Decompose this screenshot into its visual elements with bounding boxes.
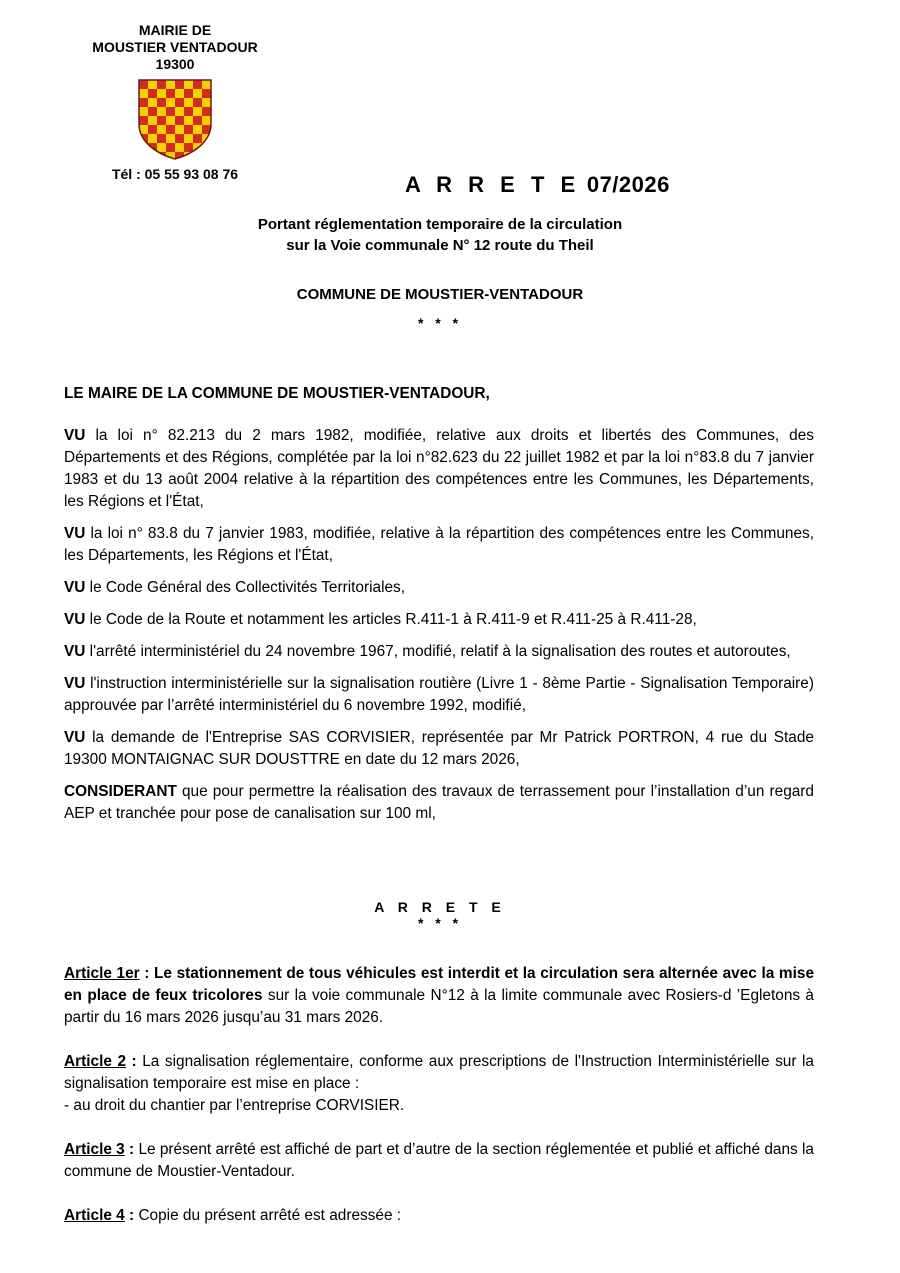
shield-check	[166, 98, 175, 107]
shield-check	[184, 143, 193, 152]
shield-check	[175, 134, 184, 143]
shield-check	[157, 98, 166, 107]
article-sep: :	[124, 1141, 139, 1158]
shield-check	[202, 152, 211, 160]
separator-stars: * * *	[417, 315, 463, 331]
shield-check	[193, 98, 202, 107]
shield-check	[184, 125, 193, 134]
consideration-prefix: CONSIDERANT	[64, 783, 177, 800]
shield-check	[139, 107, 148, 116]
article-line2: - au droit du chantier par l’entreprise CORVISIER.	[64, 1097, 405, 1114]
consideration-item	[64, 673, 814, 717]
shield-check	[202, 116, 211, 125]
shield-check	[157, 89, 166, 98]
shield-check	[193, 134, 202, 143]
consideration-item	[64, 577, 814, 599]
shield-check	[211, 143, 213, 152]
mairie-name-line2: MOUSTIER VENTADOUR	[92, 39, 258, 55]
title-word: A R R E T E	[405, 172, 581, 197]
maire-heading: LE MAIRE DE LA COMMUNE DE MOUSTIER-VENTADOUR,	[64, 385, 490, 402]
article-2	[64, 1051, 814, 1117]
shield-check	[211, 152, 213, 160]
shield-check	[139, 89, 148, 98]
consideration-prefix: VU	[64, 427, 86, 444]
consideration-text: l'instruction interministérielle sur la signalisation routière (Livre 1 - 8ème Partie - Signalisation Temporaire) approuvée par l’arrêté interministériel du 6 novembre 1992, modifié,	[64, 675, 814, 714]
document-subtitle	[220, 214, 660, 256]
shield-check	[193, 152, 202, 160]
consideration-item	[64, 781, 814, 825]
arrete-heading	[220, 899, 660, 931]
article-text: Copie du présent arrêté est adressée :	[138, 1207, 402, 1224]
consideration-item	[64, 425, 814, 513]
shield-check	[193, 125, 202, 134]
shield-check	[202, 98, 211, 107]
shield-check	[148, 125, 157, 134]
shield-check	[184, 80, 193, 89]
consideration-prefix: VU	[64, 525, 86, 542]
shield-check	[175, 143, 184, 152]
consideration-text: la demande de l'Entreprise SAS CORVISIER, représentée par Mr Patrick PORTRON, 4 rue du Stade 19300 MONTAIGNAC SUR DOUSTTRE en date du 12 mars 2026,	[64, 729, 814, 768]
article-text: La signalisation réglementaire, conforme aux prescriptions de l'Instruction Interministérielle sur la signalisation temporaire est mise en place :	[64, 1053, 814, 1092]
shield-check	[184, 89, 193, 98]
mairie-name-line1: MAIRIE DE	[138, 22, 212, 38]
considerations-list	[64, 425, 814, 825]
shield-check	[202, 107, 211, 116]
shield-check	[148, 116, 157, 125]
shield-check	[193, 116, 202, 125]
shield-check	[139, 116, 148, 125]
shield-check	[139, 98, 148, 107]
shield-check	[184, 134, 193, 143]
shield-check	[166, 134, 175, 143]
consideration-prefix: VU	[64, 675, 86, 692]
shield-check	[193, 89, 202, 98]
consideration-prefix: VU	[64, 579, 86, 596]
article-label: Article 3	[64, 1141, 125, 1158]
shield-check	[157, 80, 166, 89]
shield-check	[175, 125, 184, 134]
article-sep: :	[126, 1053, 143, 1070]
consideration-text: l'arrêté interministériel du 24 novembre 1967, modifié, relatif à la signalisation des routes et autoroutes,	[85, 643, 791, 660]
consideration-text: le Code de la Route et notamment les articles R.411-1 à R.411-9 et R.411-25 à R.411-28,	[85, 611, 697, 628]
title-number: 07/2026	[586, 172, 670, 197]
article-label: Article 1er	[64, 965, 140, 982]
consideration-prefix: VU	[64, 643, 86, 660]
shield-check	[184, 107, 193, 116]
phone-number: Tél : 05 55 93 08 76	[111, 166, 239, 182]
consideration-prefix: VU	[64, 729, 86, 746]
shield-check	[184, 98, 193, 107]
shield-check	[157, 143, 166, 152]
shield-check	[139, 152, 148, 160]
shield-check	[175, 107, 184, 116]
shield-check	[157, 116, 166, 125]
shield-check	[157, 125, 166, 134]
shield-check	[184, 116, 193, 125]
subtitle-line2: sur la Voie communale N° 12 route du Theil	[286, 237, 594, 254]
shield-check	[139, 80, 148, 89]
consideration-text: la loi n° 83.8 du 7 janvier 1983, modifiée, relative à la répartition des compétences entre les Communes, les Départements, les Régions et l'État,	[64, 525, 814, 564]
subtitle-line1: Portant réglementation temporaire de la circulation	[257, 216, 623, 233]
consideration-text: la loi n° 82.213 du 2 mars 1982, modifiée, relative aux droits et libertés des Communes, des Départements et des Régions, complétée par la loi n°82.623 du 22 juillet 1982 et par la loi n°83.8 du 7 janvier 1983 et du 13 août 2004 relative à la répartition des compétences entre les Communes, les Départements, les Régions et l'État,	[64, 427, 814, 510]
article-text: sur la voie communale N°12 à la limite communale avec Rosiers-d ’Egletons à partir du 16 mars 2026 jusqu’au 31 mars 2026.	[64, 987, 814, 1026]
shield-check	[175, 80, 184, 89]
letterhead	[60, 22, 290, 182]
shield-check	[148, 134, 157, 143]
shield-check	[166, 116, 175, 125]
shield-check	[175, 116, 184, 125]
document-body	[64, 383, 814, 835]
postal-code: 19300	[155, 56, 195, 72]
shield-check	[148, 152, 157, 160]
article-sep: :	[139, 965, 155, 982]
shield-check	[157, 134, 166, 143]
shield-check	[148, 98, 157, 107]
shield-check	[211, 134, 213, 143]
shield-check	[166, 80, 175, 89]
consideration-text: que pour permettre la réalisation des travaux de terrassement pour l’installation d’un regard AEP et tranchée pour pose de canalisation sur 100 ml,	[64, 783, 814, 822]
consideration-item	[64, 641, 814, 663]
shield-check	[148, 89, 157, 98]
article-3	[64, 1139, 814, 1183]
commune-heading: COMMUNE DE MOUSTIER-VENTADOUR	[296, 286, 584, 303]
shield-check	[193, 107, 202, 116]
consideration-prefix: VU	[64, 611, 86, 628]
shield-check	[175, 89, 184, 98]
article-sep: :	[124, 1207, 139, 1224]
article-text: Le présent arrêté est affiché de part et d’autre de la section réglementée et publié et affiché dans la commune de Moustier-Ventadour.	[64, 1141, 814, 1180]
shield-check	[202, 89, 211, 98]
shield-check	[139, 143, 148, 152]
consideration-item	[64, 727, 814, 771]
separator-stars: * * *	[417, 915, 463, 931]
shield-check	[148, 80, 157, 89]
shield-check	[166, 143, 175, 152]
article-label: Article 2	[64, 1053, 127, 1070]
shield-check	[202, 80, 211, 89]
shield-check	[157, 107, 166, 116]
shield-check	[166, 125, 175, 134]
shield-check	[148, 107, 157, 116]
consideration-text: le Code Général des Collectivités Territoriales,	[85, 579, 406, 596]
shield-check	[193, 80, 202, 89]
checkered-shield-icon	[137, 78, 213, 160]
article-4	[64, 1205, 814, 1227]
article-bold-text: Le stationnement de tous véhicules est interdit et la circulation sera alternée avec la mise en place de feux tricolores	[64, 965, 815, 1004]
shield-check	[175, 98, 184, 107]
shield-check	[202, 143, 211, 152]
shield-check	[166, 89, 175, 98]
consideration-item	[64, 609, 814, 631]
article-1	[64, 963, 814, 1029]
article-label: Article 4	[64, 1207, 125, 1224]
shield-check	[166, 107, 175, 116]
articles-section	[64, 963, 814, 1249]
document-title	[405, 172, 670, 198]
arrete-heading-text: A R R E T E	[374, 899, 506, 915]
consideration-item	[64, 523, 814, 567]
